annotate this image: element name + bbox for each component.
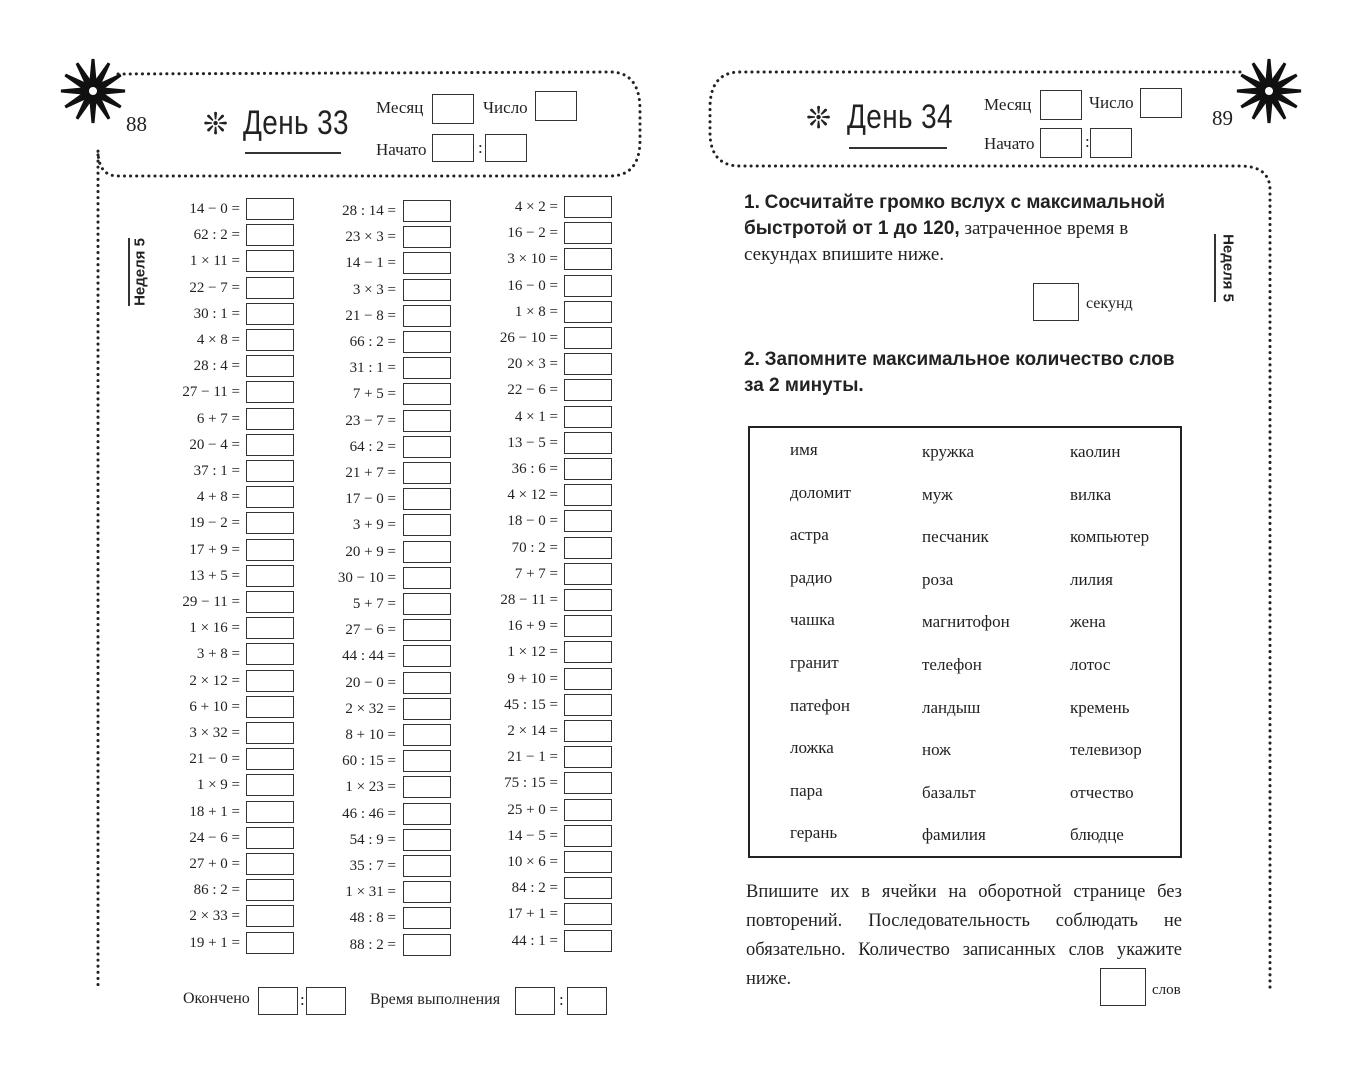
equation-text: 6 + 10 = bbox=[189, 698, 240, 715]
equation-text: 46 : 46 = bbox=[342, 805, 396, 822]
equation-text: 3 × 3 = bbox=[352, 281, 396, 298]
equation-text: 28 : 4 = bbox=[193, 358, 240, 375]
start-label-left: Начато bbox=[376, 140, 427, 159]
equation-text: 24 − 6 = bbox=[189, 829, 240, 846]
word-item: блюдце bbox=[1070, 825, 1124, 845]
word-item: вилка bbox=[1070, 484, 1112, 504]
answer-box[interactable] bbox=[564, 379, 612, 401]
word-item: отчество bbox=[1070, 782, 1134, 802]
word-item: магнитофон bbox=[922, 612, 1010, 632]
equation-text: 4 × 8 = bbox=[196, 332, 240, 348]
answer-box[interactable] bbox=[564, 720, 612, 742]
date-box-right[interactable] bbox=[1140, 88, 1182, 118]
equation-text: 60 : 15 = bbox=[342, 753, 396, 770]
equation-text: 54 : 9 = bbox=[349, 831, 396, 848]
answer-box[interactable] bbox=[564, 589, 612, 611]
date-label-left: Число bbox=[483, 98, 528, 117]
time-colon: : bbox=[559, 990, 564, 1009]
time-label: Время выполнения bbox=[370, 991, 501, 1008]
equation-text: 1 × 31 = bbox=[345, 884, 396, 901]
start-hours-box-right[interactable] bbox=[1040, 128, 1082, 158]
equation-text: 17 + 9 = bbox=[189, 541, 240, 558]
equation-text: 44 : 44 = bbox=[342, 648, 396, 665]
equation-text: 1 × 12 = bbox=[507, 644, 558, 661]
equation-text: 1 × 11 = bbox=[189, 253, 240, 270]
word-table bbox=[748, 426, 1182, 858]
word-item: гранит bbox=[790, 653, 839, 672]
day-title-left: День 33 bbox=[243, 104, 349, 142]
equation-text: 17 − 0 = bbox=[345, 491, 396, 508]
word-item: кружка bbox=[922, 442, 975, 461]
equation-text: 27 − 6 = bbox=[345, 622, 396, 639]
answer-box[interactable] bbox=[564, 353, 612, 375]
equation-text: 28 : 14 = bbox=[342, 203, 396, 219]
date-label-right: Число bbox=[1089, 93, 1134, 112]
answer-box[interactable] bbox=[564, 641, 612, 663]
equation-text: 4 × 2 = bbox=[514, 199, 558, 215]
equation-text: 88 : 2 = bbox=[349, 936, 396, 953]
equation-text: 48 : 8 = bbox=[349, 910, 396, 927]
word-item: ландыш bbox=[922, 697, 981, 717]
answer-box[interactable] bbox=[564, 406, 612, 428]
equation-text: 10 × 6 = bbox=[507, 854, 558, 870]
equation-text: 31 : 1 = bbox=[349, 360, 396, 377]
equation-text: 17 + 1 = bbox=[507, 906, 558, 923]
answer-box[interactable] bbox=[564, 196, 612, 218]
equation-text: 20 + 9 = bbox=[345, 543, 396, 560]
equation-text: 75 : 15 = bbox=[504, 775, 558, 792]
equation-text: 8 + 10 = bbox=[345, 727, 396, 743]
equation-text: 26 − 10 = bbox=[499, 330, 558, 346]
answer-box[interactable] bbox=[564, 275, 612, 297]
equation-text: 27 + 0 = bbox=[189, 856, 240, 872]
asterisk-flower-icon-right: ❊ bbox=[806, 102, 832, 135]
page-number-right: 89 bbox=[1212, 106, 1233, 130]
word-item: песчаник bbox=[922, 527, 989, 547]
month-box-right[interactable] bbox=[1040, 90, 1082, 120]
task-1-bold: Сосчитайте громко вслух с максимальной быстротой от 1 до 120, bbox=[744, 192, 1166, 239]
start-hours-box-left[interactable] bbox=[432, 134, 474, 162]
answer-box[interactable] bbox=[564, 563, 612, 585]
answer-box[interactable] bbox=[564, 327, 612, 349]
equation-text: 37 : 1 = bbox=[193, 463, 240, 479]
equation-text: 7 + 5 = bbox=[352, 386, 396, 403]
answer-box[interactable] bbox=[564, 772, 612, 794]
date-box-left[interactable] bbox=[535, 91, 577, 121]
equation-text: 6 + 7 = bbox=[196, 410, 240, 427]
word-item: астра bbox=[790, 525, 829, 545]
word-item: лотос bbox=[1070, 655, 1111, 674]
equation-text: 4 + 8 = bbox=[196, 489, 240, 506]
word-item: жена bbox=[1070, 612, 1106, 632]
equation-text: 35 : 7 = bbox=[349, 858, 396, 874]
equation-text: 1 × 8 = bbox=[514, 303, 558, 320]
equation-text: 16 + 9 = bbox=[507, 618, 558, 635]
equation-text: 70 : 2 = bbox=[511, 539, 558, 556]
finished-colon: : bbox=[300, 990, 305, 1009]
word-item: герань bbox=[790, 823, 838, 843]
month-label-left: Месяц bbox=[376, 98, 424, 117]
equation-text: 20 × 3 = bbox=[507, 356, 558, 373]
start-minutes-box-right[interactable] bbox=[1090, 128, 1132, 158]
equation-text: 29 − 11 = bbox=[182, 594, 240, 610]
word-item: радио bbox=[790, 567, 833, 587]
answer-box[interactable] bbox=[564, 537, 612, 559]
week-label-right: Неделя 5 bbox=[1219, 234, 1237, 302]
task-2 bbox=[744, 347, 1184, 399]
equation-text: 23 × 3 = bbox=[345, 229, 396, 246]
equation-text: 13 + 5 = bbox=[189, 567, 240, 584]
equation-text: 2 × 12 = bbox=[189, 672, 240, 689]
equation-text: 21 + 7 = bbox=[345, 465, 396, 481]
equation-text: 16 − 0 = bbox=[507, 277, 558, 294]
equation-text: 14 − 1 = bbox=[345, 255, 396, 272]
task-1-text: затраченное время в секундах впишите ниже. bbox=[744, 218, 1129, 265]
answer-box[interactable] bbox=[564, 668, 612, 690]
start-minutes-box-left[interactable] bbox=[485, 134, 527, 162]
answer-box[interactable] bbox=[564, 851, 612, 873]
answer-box[interactable] bbox=[564, 799, 612, 821]
task-2-bold: Запомните максимальное количество слов за 2 минуты. bbox=[744, 349, 1175, 396]
word-item: базальт bbox=[922, 782, 976, 802]
equation-text: 21 − 0 = bbox=[189, 751, 240, 768]
equation-text: 2 × 14 = bbox=[507, 723, 558, 739]
equation-text: 4 × 1 = bbox=[514, 408, 558, 425]
day-title-right: День 34 bbox=[847, 98, 953, 136]
answer-box[interactable] bbox=[564, 694, 612, 716]
equation-text: 21 − 8 = bbox=[345, 307, 396, 324]
task-1 bbox=[744, 190, 1184, 268]
equation-text: 18 + 1 = bbox=[189, 803, 240, 820]
equation-text: 13 − 5 = bbox=[507, 434, 558, 451]
word-item: патефон bbox=[790, 695, 850, 715]
finished-hours-box[interactable] bbox=[258, 987, 298, 1015]
answer-box[interactable] bbox=[564, 222, 612, 244]
word-item: нож bbox=[922, 740, 951, 760]
equation-text: 86 : 2 = bbox=[193, 882, 240, 899]
equation-text: 1 × 23 = bbox=[345, 779, 396, 796]
word-item: фамилия bbox=[922, 825, 986, 845]
equation-text: 45 : 15 = bbox=[504, 696, 558, 713]
equation-text: 64 : 2 = bbox=[349, 438, 396, 455]
answer-box[interactable] bbox=[564, 301, 612, 323]
equation-text: 3 × 32 = bbox=[189, 725, 240, 741]
answer-box[interactable] bbox=[564, 746, 612, 768]
equation-text: 2 × 32 = bbox=[345, 700, 396, 717]
answer-box[interactable] bbox=[564, 458, 612, 480]
answer-box[interactable] bbox=[564, 903, 612, 925]
equation-text: 18 − 0 = bbox=[507, 513, 558, 530]
equation-text: 21 − 1 = bbox=[507, 749, 558, 766]
seconds-box[interactable] bbox=[1033, 283, 1079, 321]
word-item: имя bbox=[790, 440, 818, 459]
equation-text: 23 − 7 = bbox=[345, 412, 396, 429]
equation-text: 20 − 0 = bbox=[345, 674, 396, 691]
word-item: муж bbox=[922, 484, 953, 504]
words-count-box[interactable] bbox=[1100, 968, 1146, 1006]
equation-text: 36 : 6 = bbox=[511, 461, 558, 477]
word-item: чашка bbox=[790, 610, 835, 630]
answer-box[interactable] bbox=[564, 930, 612, 952]
equation-text: 3 + 9 = bbox=[352, 517, 396, 534]
equation-text: 30 : 1 = bbox=[193, 305, 240, 322]
word-item: доломит bbox=[790, 482, 851, 502]
instruction-text: Впишите их в ячейки на оборотной странице без повторений. Последовательность соблюдать не обязательно. Количество записанных слов укажите ниже. bbox=[746, 882, 1182, 989]
equation-text: 4 × 12 = bbox=[507, 487, 558, 504]
word-item: ложка bbox=[790, 738, 834, 758]
word-item: телефон bbox=[922, 655, 982, 674]
word-item: каолин bbox=[1070, 442, 1121, 461]
equation-text: 27 − 11 = bbox=[182, 384, 240, 401]
equation-text: 1 × 16 = bbox=[189, 620, 240, 637]
answer-box[interactable] bbox=[564, 615, 612, 637]
equation-text: 5 + 7 = bbox=[352, 596, 396, 612]
equation-text: 14 − 0 = bbox=[189, 201, 240, 217]
word-item: кремень bbox=[1070, 697, 1130, 717]
equation-text: 16 − 2 = bbox=[507, 225, 558, 242]
equation-text: 25 + 0 = bbox=[507, 801, 558, 818]
answer-box[interactable] bbox=[564, 510, 612, 532]
task-1-number: 1. bbox=[744, 192, 760, 213]
day-title-underline bbox=[245, 152, 341, 154]
start-colon-left: : bbox=[478, 138, 483, 157]
equation-text: 22 − 6 = bbox=[507, 382, 558, 399]
finished-minutes-box[interactable] bbox=[306, 987, 346, 1015]
week-label-left: Неделя 5 bbox=[131, 238, 149, 306]
word-item: роза bbox=[922, 569, 954, 589]
time-minutes-box[interactable] bbox=[515, 987, 555, 1015]
equation-text: 7 + 7 = bbox=[514, 565, 558, 582]
equation-text: 3 × 10 = bbox=[507, 251, 558, 268]
start-label-right: Начато bbox=[984, 134, 1035, 153]
equation-text: 19 − 2 = bbox=[189, 515, 240, 532]
equation-text: 30 − 10 = bbox=[337, 569, 396, 586]
seconds-unit: секунд bbox=[1086, 295, 1133, 312]
answer-box[interactable] bbox=[564, 484, 612, 506]
equation-text: 14 − 5 = bbox=[507, 827, 558, 844]
month-label-right: Месяц bbox=[984, 95, 1032, 114]
page-number-left: 88 bbox=[126, 112, 147, 136]
equation-text: 44 : 1 = bbox=[511, 932, 558, 949]
equation-text: 22 − 7 = bbox=[189, 279, 240, 296]
equation-text: 1 × 9 = bbox=[196, 777, 240, 794]
word-item: телевизор bbox=[1070, 740, 1142, 760]
words-unit: слов bbox=[1152, 982, 1181, 998]
equation-text: 84 : 2 = bbox=[511, 880, 558, 897]
equation-text: 62 : 2 = bbox=[193, 227, 240, 244]
start-colon-right: : bbox=[1085, 132, 1090, 151]
equation-text: 66 : 2 = bbox=[349, 334, 396, 350]
answer-box[interactable] bbox=[564, 825, 612, 847]
asterisk-flower-icon: ❊ bbox=[203, 108, 229, 141]
finished-label: Окончено bbox=[183, 990, 250, 1007]
week-label-right-line bbox=[1214, 234, 1216, 302]
task-2-number: 2. bbox=[744, 349, 760, 370]
equation-text: 19 + 1 = bbox=[189, 934, 240, 951]
equation-text: 3 + 8 = bbox=[196, 646, 240, 663]
equation-text: 20 − 4 = bbox=[189, 436, 240, 453]
equation-text: 9 + 10 = bbox=[507, 670, 558, 687]
word-item: лилия bbox=[1070, 569, 1113, 589]
answer-box[interactable] bbox=[564, 248, 612, 270]
word-item: компьютер bbox=[1070, 527, 1150, 547]
day-title-underline-right bbox=[849, 147, 947, 149]
word-item: пара bbox=[790, 780, 823, 800]
answer-box[interactable] bbox=[564, 877, 612, 899]
month-box-left[interactable] bbox=[432, 94, 474, 124]
answer-box[interactable] bbox=[564, 432, 612, 454]
equation-text: 28 − 11 = bbox=[500, 592, 558, 608]
equation-text: 2 × 33 = bbox=[189, 908, 240, 925]
time-seconds-box[interactable] bbox=[567, 987, 607, 1015]
